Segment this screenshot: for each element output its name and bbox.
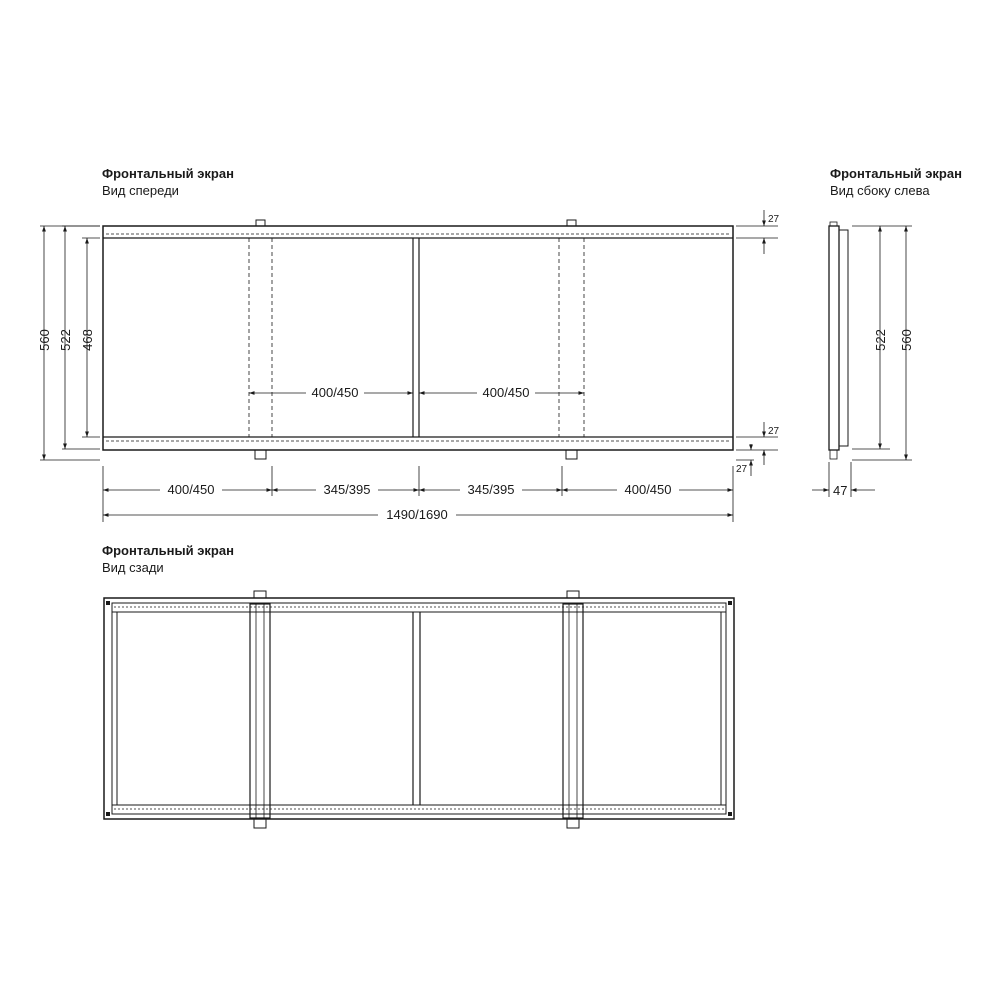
back-top-clip-right — [567, 591, 579, 598]
front-top-clip-right — [567, 220, 576, 226]
dim-label-bottom-rail: 27 — [768, 426, 780, 437]
back-top-rail — [112, 603, 726, 612]
dim-label-522: 522 — [58, 329, 73, 351]
side-view-subtitle: Вид сбоку слева — [830, 183, 930, 198]
back-support-right — [563, 604, 583, 818]
dim-label-560: 560 — [37, 329, 52, 351]
dim-label-side-522: 522 — [873, 329, 888, 351]
back-view-title: Фронтальный экран — [102, 543, 234, 558]
side-profile-inner — [839, 230, 848, 446]
side-dimensions — [812, 226, 912, 497]
dim-label-468: 468 — [80, 329, 95, 351]
dim-label-inner-left: 400/450 — [311, 385, 359, 400]
dim-label-seg-4: 400/450 — [624, 482, 672, 497]
front-view-subtitle: Вид спереди — [102, 183, 179, 198]
dim-label-seg-2: 345/395 — [323, 482, 371, 497]
side-profile-outer — [829, 226, 839, 450]
dim-label-side-depth: 47 — [833, 483, 848, 498]
back-support-left — [250, 604, 270, 818]
back-outer-frame — [104, 598, 734, 819]
back-corner-screws — [106, 601, 732, 816]
side-view — [829, 222, 848, 459]
back-top-clip-left — [254, 591, 266, 598]
dim-label-overall-width: 1490/1690 — [386, 507, 448, 522]
front-top-clip-left — [256, 220, 265, 226]
front-view-title: Фронтальный экран — [102, 166, 234, 181]
back-view — [104, 591, 734, 828]
front-outer-frame — [103, 226, 733, 450]
front-view — [103, 220, 733, 459]
dim-label-inner-right: 400/450 — [482, 385, 530, 400]
side-view-title: Фронтальный экран — [830, 166, 962, 181]
side-foot — [830, 450, 837, 459]
back-foot-left — [254, 819, 266, 828]
back-view-subtitle: Вид сзади — [102, 560, 164, 575]
back-foot-right — [567, 819, 579, 828]
dim-label-seg-3: 345/395 — [467, 482, 515, 497]
dim-label-side-560: 560 — [899, 329, 914, 351]
dim-label-foot: 27 — [736, 464, 748, 475]
front-foot-left — [255, 450, 266, 459]
front-foot-right — [566, 450, 577, 459]
back-bottom-rail — [112, 805, 726, 814]
dim-label-top-rail: 27 — [768, 214, 780, 225]
dim-label-seg-1: 400/450 — [167, 482, 215, 497]
